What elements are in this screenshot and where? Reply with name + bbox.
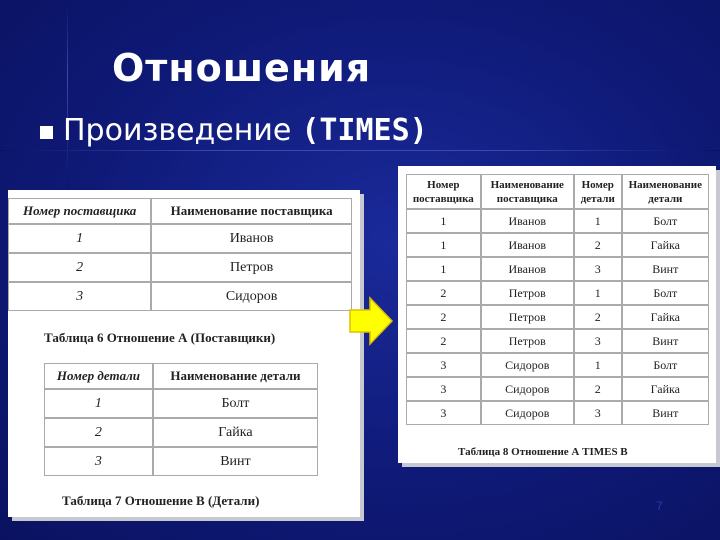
table-row	[44, 389, 318, 418]
bullet-text: Произведение	[63, 113, 292, 148]
table-cell: Гайка	[622, 233, 709, 257]
table-product	[406, 174, 709, 425]
table-cell: Иванов	[481, 257, 574, 281]
table-row	[8, 282, 352, 311]
table-cell: 3	[574, 401, 622, 425]
table-cell: Сидоров	[481, 353, 574, 377]
table-cell: 1	[406, 233, 481, 257]
table-caption: Таблица 8 Отношение А TIMES В	[458, 446, 628, 458]
table-cell: 1	[406, 209, 481, 233]
table-cell: Сидоров	[481, 377, 574, 401]
table-cell: 3	[8, 282, 151, 311]
table-cell: 3	[574, 329, 622, 353]
table-row	[406, 353, 709, 377]
table-header: Номер детали	[44, 363, 153, 389]
table-row	[406, 401, 709, 425]
table-cell: 1	[574, 281, 622, 305]
table-row	[406, 329, 709, 353]
table-cell: 3	[44, 447, 153, 476]
table-cell: Винт	[622, 257, 709, 281]
table-row	[406, 209, 709, 233]
table-cell: 2	[574, 305, 622, 329]
table-row	[406, 233, 709, 257]
slide-title: Отношения	[112, 46, 372, 90]
table-header: Наименование поставщика	[151, 198, 352, 224]
square-bullet-icon	[40, 126, 53, 139]
table-cell: 1	[8, 224, 151, 253]
decorative-horizontal-line	[0, 150, 720, 151]
table-caption: Таблица 6 Отношение А (Поставщики)	[44, 330, 276, 345]
table-suppliers	[8, 198, 352, 311]
table-row	[406, 377, 709, 401]
table-cell: 2	[406, 305, 481, 329]
table-cell: Винт	[622, 401, 709, 425]
table-cell: Болт	[153, 389, 318, 418]
table-cell: Петров	[481, 329, 574, 353]
decorative-vertical-line	[67, 0, 68, 190]
table-cell: Гайка	[622, 377, 709, 401]
table-row	[44, 447, 318, 476]
table-row	[8, 253, 352, 282]
table-caption: Таблица 7 Отношение В (Детали)	[62, 493, 260, 508]
table-cell: 1	[574, 209, 622, 233]
table-row	[44, 418, 318, 447]
table-cell: 3	[406, 401, 481, 425]
table-cell: Иванов	[481, 209, 574, 233]
table-cell: Сидоров	[151, 282, 352, 311]
table-header: Номер детали	[574, 174, 622, 209]
table-cell: 2	[406, 281, 481, 305]
table-cell: Петров	[481, 281, 574, 305]
table-header: Наименование детали	[153, 363, 318, 389]
table-header: Наименование поставщика	[481, 174, 574, 209]
table-row	[406, 257, 709, 281]
table-cell: 1	[44, 389, 153, 418]
table-cell: Болт	[622, 281, 709, 305]
table-cell: 1	[406, 257, 481, 281]
table-cell: 2	[406, 329, 481, 353]
table-cell: 3	[406, 353, 481, 377]
table-parts	[44, 363, 318, 476]
table-cell: 3	[406, 377, 481, 401]
table-cell: Винт	[622, 329, 709, 353]
table-row	[406, 305, 709, 329]
page-number: 7	[656, 499, 663, 513]
bullet-code: (TIMES)	[301, 113, 428, 148]
right-panel	[398, 166, 716, 463]
table-cell: Петров	[151, 253, 352, 282]
table-row	[406, 281, 709, 305]
table-cell: 2	[574, 233, 622, 257]
table-cell: Иванов	[481, 233, 574, 257]
table-header: Наименование детали	[622, 174, 709, 209]
table-cell: Болт	[622, 353, 709, 377]
table-cell: Гайка	[622, 305, 709, 329]
table-header: Номер поставщика	[406, 174, 481, 209]
table-cell: Винт	[153, 447, 318, 476]
table-cell: Гайка	[153, 418, 318, 447]
table-cell: Сидоров	[481, 401, 574, 425]
table-cell: Петров	[481, 305, 574, 329]
table-cell: 2	[44, 418, 153, 447]
left-panel	[8, 190, 360, 517]
table-cell: 1	[574, 353, 622, 377]
table-cell: Болт	[622, 209, 709, 233]
table-cell: Иванов	[151, 224, 352, 253]
table-row	[8, 224, 352, 253]
table-cell: 2	[8, 253, 151, 282]
right-arrow-icon	[348, 296, 394, 346]
table-header: Номер поставщика	[8, 198, 151, 224]
bullet-row	[40, 113, 428, 148]
table-cell: 2	[574, 377, 622, 401]
table-cell: 3	[574, 257, 622, 281]
